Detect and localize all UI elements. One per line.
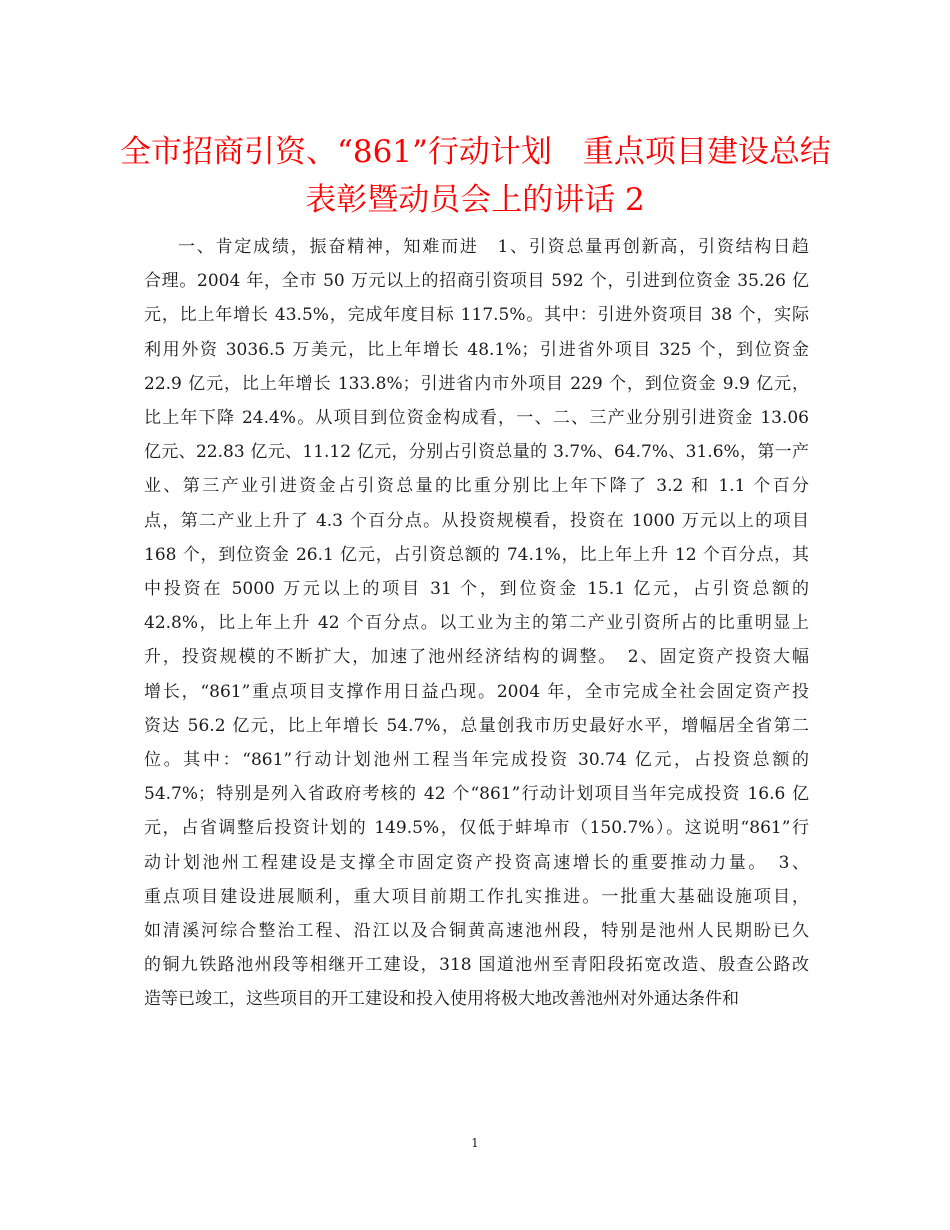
text-line: 比上年下降 24.4%。从项目到位资金构成看，一、二、三产业分别引进资金 13.06 (144, 408, 809, 429)
text-line: 元，占省调整后投资计划的 149.5%，仅低于蚌埠市（150.7%）。这说明“861”行 (144, 818, 809, 839)
text-line: 中投资在 5000 万元以上的项目 31 个，到位资金 15.1 亿元，占引资总额的 (144, 579, 809, 600)
text-line: 利用外资 3036.5 万美元，比上年增长 48.1%；引进省外项目 325 个，到位资金 (144, 339, 809, 360)
text-line: 168 个，到位资金 26.1 亿元，占引资总额的 74.1%，比上年上升 12 个百分点，其 (144, 544, 809, 565)
text-line: 54.7%；特别是列入省政府考核的 42 个“861”行动计划项目当年完成投资 16.6 亿 (144, 784, 809, 805)
text-line: 一、肯定成绩，振奋精神，知难而进 1、引资总量再创新高，引资结构日趋 (178, 237, 809, 257)
text-line: 的铜九铁路池州段等相继开工建设，318 国道池州至青阳段拓宽改造、殷查公路改 (144, 955, 809, 976)
text-line: 增长，“861”重点项目支撑作用日益凸现。2004 年，全市完成全社会固定资产投 (144, 681, 809, 702)
body-text (144, 230, 809, 1017)
text-line: 合理。2004 年，全市 50 万元以上的招商引资项目 592 个，引进到位资金 35.26 亿 (144, 271, 809, 292)
title-line: 表彰暨动员会上的讲话 2 (305, 182, 645, 218)
text-line: 动计划池州工程建设是支撑全市固定资产投资高速增长的重要推动力量。 3、 (144, 852, 809, 873)
text-line: 22.9 亿元，比上年增长 133.8%；引进省内市外项目 229 个，到位资金 9.9 亿元， (144, 373, 809, 394)
title-line: 全市招商引资、“861”行动计划 重点项目建设总结 (120, 134, 831, 170)
text-line: 业、第三产业引进资金占引资总量的比重分别比上年下降了 3.2 和 1.1 个百分 (144, 476, 809, 497)
text-line: 元，比上年增长 43.5%，完成年度目标 117.5%。其中：引进外资项目 38 个，实际 (144, 305, 809, 326)
page-number: 1 (471, 1136, 479, 1150)
text-line: 资达 56.2 亿元，比上年增长 54.7%，总量创我市历史最好水平，增幅居全省第二 (144, 715, 809, 736)
text-line: 42.8%，比上年上升 42 个百分点。以工业为主的第二产业引资所占的比重明显上 (144, 613, 809, 634)
text-line: 重点项目建设进展顺利，重大项目前期工作扎实推进。一批重大基础设施项目， (144, 886, 809, 907)
text-line: 位。其中：“861”行动计划池州工程当年完成投资 30.74 亿元，占投资总额的 (144, 750, 809, 771)
text-line: 造等已竣工，这些项目的开工建设和投入使用将极大地改善池州对外通达条件和 (144, 989, 739, 1010)
text-line: 点，第二产业上升了 4.3 个百分点。从投资规模看，投资在 1000 万元以上的项目 (144, 510, 809, 531)
text-line: 升，投资规模的不断扩大，加速了池州经济结构的调整。 2、固定资产投资大幅 (144, 647, 809, 668)
document-title (120, 128, 830, 224)
text-line: 如清溪河综合整治工程、沿江以及合铜黄高速池州段，特别是池州人民期盼已久 (144, 921, 809, 942)
text-line: 亿元、22.83 亿元、11.12 亿元，分别占引资总量的 3.7%、64.7%、31.6%，第一产 (144, 442, 809, 463)
